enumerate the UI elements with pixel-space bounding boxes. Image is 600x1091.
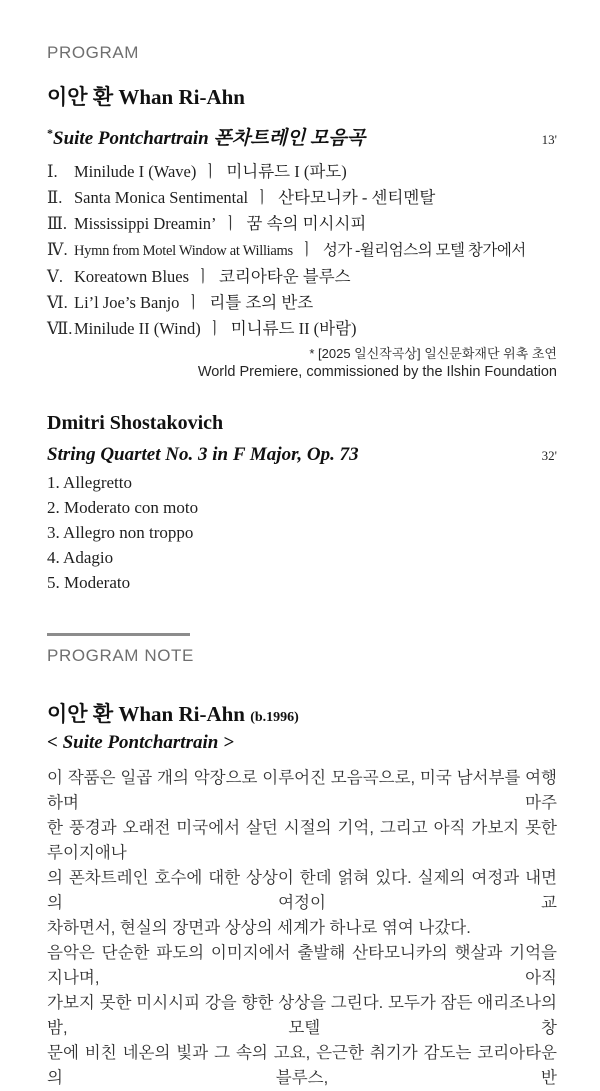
- movement-title-en: Minilude I (Wave): [74, 162, 197, 181]
- movement-title-ko: 코리아타운 블루스: [218, 267, 351, 286]
- movement-title-en: Minilude II (Wind): [74, 319, 201, 338]
- note-composer-name: 이안 환 Whan Ri-Ahn: [47, 702, 245, 726]
- premiere-credit-english: World Premiere, commissioned by the Ilshin Foundation: [197, 364, 557, 380]
- note-text-line: 이 작품은 일곱 개의 악장으로 이루어진 모음곡으로, 미국 남서부를 여행하며 마주: [47, 769, 557, 812]
- movement-title-en: Li’l Joe’s Banjo: [74, 293, 180, 312]
- movement-title-ko: 미니류드 II (바람): [230, 319, 357, 338]
- premiere-credit-korean: * [2025 일신작곡상] 일신문화재단 위촉 초연: [309, 346, 557, 361]
- movement-title-ko: 꿈 속의 미시시피: [246, 214, 367, 233]
- movement-title-ko: 산타모니카 - 센티멘탈: [278, 188, 436, 207]
- movement-title-en: Mississippi Dreamin’: [74, 214, 217, 233]
- movement-item: 2. Moderato con moto: [47, 498, 199, 517]
- movement-title-ko: 리틀 조의 반조: [209, 293, 314, 312]
- movement-separator: ㅣ: [222, 214, 239, 233]
- movement-separator: ㅣ: [206, 319, 223, 338]
- note-composer-heading: [47, 701, 557, 731]
- note-text-line: 가보지 못한 미시시피 강을 향한 상상을 그린다. 모두가 잠든 애리조나의 밤, 모텔 창: [47, 994, 557, 1037]
- duration-badge: 13': [541, 132, 557, 147]
- program-note-section-label: PROGRAM NOTE: [47, 646, 194, 665]
- movement-numeral: Ⅵ.: [47, 293, 68, 312]
- note-text-line: 차하면서, 현실의 장면과 상상의 세계가 하나로 엮여 나갔다.: [47, 919, 471, 937]
- movement-item: 4. Adagio: [47, 548, 114, 567]
- program-note-body: [47, 766, 557, 1091]
- movement-title-en: Hymn from Motel Window at Williams: [74, 243, 293, 259]
- movement-numeral: Ⅰ.: [47, 162, 58, 181]
- work-title-string-quartet: String Quartet No. 3 in F Major, Op. 73: [47, 444, 359, 465]
- movement-title-ko: 성가 -윌리엄스의 모텔 창가에서: [322, 242, 526, 259]
- movement-separator: ㅣ: [185, 293, 202, 312]
- premiere-asterisk: *: [47, 126, 53, 140]
- movement-item: [47, 185, 557, 211]
- program-section-label: PROGRAM: [47, 43, 140, 62]
- movement-item: 1. Allegretto: [47, 473, 132, 492]
- work-title-ko: 폰차트레인 모음곡: [213, 128, 366, 149]
- movement-separator: ㅣ: [195, 267, 211, 286]
- movement-item: 3. Allegro non troppo: [47, 523, 194, 542]
- movement-title-ko: 미니류드 I (파도): [226, 162, 347, 181]
- note-work-heading: < Suite Pontchartrain >: [47, 732, 234, 753]
- composer-name-whan-ri-ahn: 이안 환 Whan Ri-Ahn: [47, 85, 245, 109]
- section-divider: [47, 633, 190, 636]
- movement-numeral: Ⅱ.: [47, 188, 63, 207]
- movement-item: [47, 211, 557, 237]
- movement-item: 5. Moderato: [47, 573, 131, 592]
- work-title-row: [47, 121, 557, 151]
- movement-item: [47, 159, 557, 185]
- movement-list-quartet: [47, 470, 557, 595]
- movement-item: [47, 316, 557, 342]
- movement-title-en: Koreatown Blues: [74, 267, 190, 286]
- movement-separator: ㅣ: [254, 188, 271, 207]
- movement-separator: ㅣ: [298, 240, 315, 259]
- note-text-line: 문에 비친 네온의 빛과 그 속의 고요, 은근한 취기가 감도는 코리아타운의 블루스, 반: [47, 1044, 557, 1087]
- movement-numeral: Ⅴ.: [47, 267, 64, 286]
- duration-badge: 32': [541, 448, 557, 463]
- movement-item: [47, 290, 557, 316]
- movement-item: [47, 237, 557, 264]
- movement-list-suite: [47, 159, 557, 342]
- work-title-en: Suite Pontchartrain: [53, 128, 209, 149]
- note-text-line: 의 폰차트레인 호수에 대한 상상이 한데 얽혀 있다. 실제의 여정과 내면의 여정이 교: [47, 869, 557, 912]
- note-text-line: 음악은 단순한 파도의 이미지에서 출발해 산타모니카의 햇살과 기억을 지나며, 아직: [47, 944, 557, 987]
- movement-numeral: Ⅲ.: [47, 214, 68, 233]
- premiere-credits: [47, 345, 557, 382]
- movement-item: [47, 264, 557, 290]
- work-title-suite-pontchartrain: [47, 121, 365, 151]
- movement-separator: ㅣ: [202, 162, 219, 181]
- movement-numeral: Ⅶ.: [47, 319, 73, 338]
- note-text-line: 한 풍경과 오래전 미국에서 살던 시절의 기억, 그리고 아직 가보지 못한 루이지애나: [47, 819, 557, 862]
- composer-name-shostakovich: Dmitri Shostakovich: [47, 412, 224, 434]
- movement-numeral: Ⅳ.: [47, 240, 68, 259]
- movement-title-en: Santa Monica Sentimental: [74, 188, 249, 207]
- work-title-row: [47, 443, 557, 467]
- composer-birth-year: (b.1996): [250, 710, 299, 725]
